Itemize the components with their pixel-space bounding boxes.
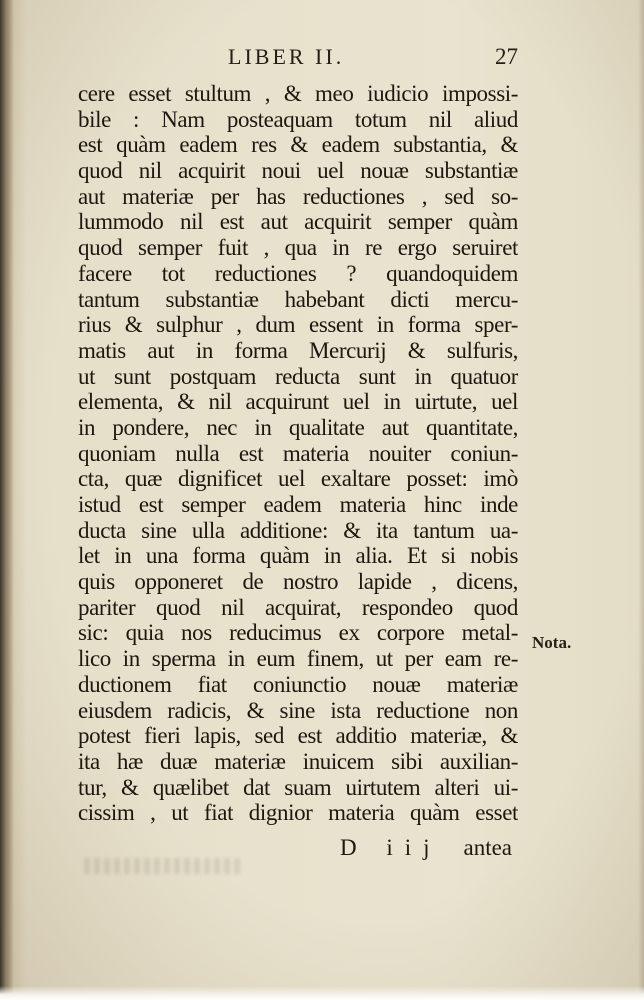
text-line: ducta sine ulla additione: & ita tantum ua- [78, 517, 518, 543]
running-head: LIBER II. [228, 44, 345, 69]
text-line: lico in sperma in eum finem, ut per eam re- [78, 646, 518, 672]
text-line: in pondere, nec in qualitate aut quantitate, [78, 414, 518, 440]
text-line: cere esset stultum , & meo iudicio impossi- [78, 81, 518, 106]
text-line: quis opponeret de nostro lapide , dicens, [78, 569, 518, 595]
signature-mark: D iij [340, 835, 442, 860]
text-line: tantum substantiæ habebant dicti mercu- [78, 286, 518, 312]
text-line: rius & sulphur , dum essent in forma sper- [78, 312, 518, 338]
text-line: eiusdem radicis, & sine ista reductione non [78, 697, 518, 723]
text-line: ductionem fiat coniunctio nouæ materiæ [78, 671, 518, 697]
text-line: sic: quia nos reducimus ex corpore metal- [78, 620, 518, 646]
text-line: matis aut in forma Mercurij & sulfuris, [78, 337, 518, 363]
binding-gutter-shadow [0, 0, 14, 1000]
text-line: elementa, & nil acquirunt uel in uirtute, uel [78, 389, 518, 415]
show-through-ink [84, 858, 244, 874]
text-line: facere tot reductiones ? quandoquidem [78, 260, 518, 286]
text-line: lummodo nil est aut acquirit semper quàm [78, 209, 518, 235]
text-line: pariter quod nil acquirat, respondeo quod [78, 594, 518, 620]
text-line: quod nil acquirit noui uel nouæ substantiæ [78, 158, 518, 184]
text-line: tur, & quælibet dat suam uirtutem alteri ui- [78, 774, 518, 800]
text-line: istud est semper eadem materia hinc inde [78, 492, 518, 517]
text-line: ita hæ duæ materiæ inuicem sibi auxilian- [78, 748, 518, 774]
page-edge-shading [638, 0, 644, 1000]
text-line: bile : Nam posteaquam totum nil aliud [78, 106, 518, 132]
margin-note: Nota. [532, 633, 572, 652]
text-line: ut sunt postquam reducta sunt in quatuor [78, 363, 518, 389]
page-header [78, 44, 518, 78]
text-line: let in una forma quàm in alia. Et si nobis [78, 543, 518, 569]
text-line: cta, quæ dignificet uel exaltare posset: imò [78, 466, 518, 492]
text-line: est quàm eadem res & eadem substantia, & [78, 132, 518, 158]
page-bottom-edge [0, 986, 644, 1000]
catchword: antea [463, 835, 512, 860]
text-line: potest fieri lapis, sed est additio materiæ, & [78, 723, 518, 749]
text-line: quoniam nulla est materia nouiter coniun- [78, 440, 518, 466]
body-text [78, 81, 518, 826]
text-line: aut materiæ per has reductiones , sed so- [78, 183, 518, 209]
text-line: quod semper fuit , qua in re ergo seruiret [78, 235, 518, 261]
page-number: 27 [495, 44, 518, 69]
text-line: cissim , ut fiat dignior materia quàm esset [78, 800, 518, 826]
